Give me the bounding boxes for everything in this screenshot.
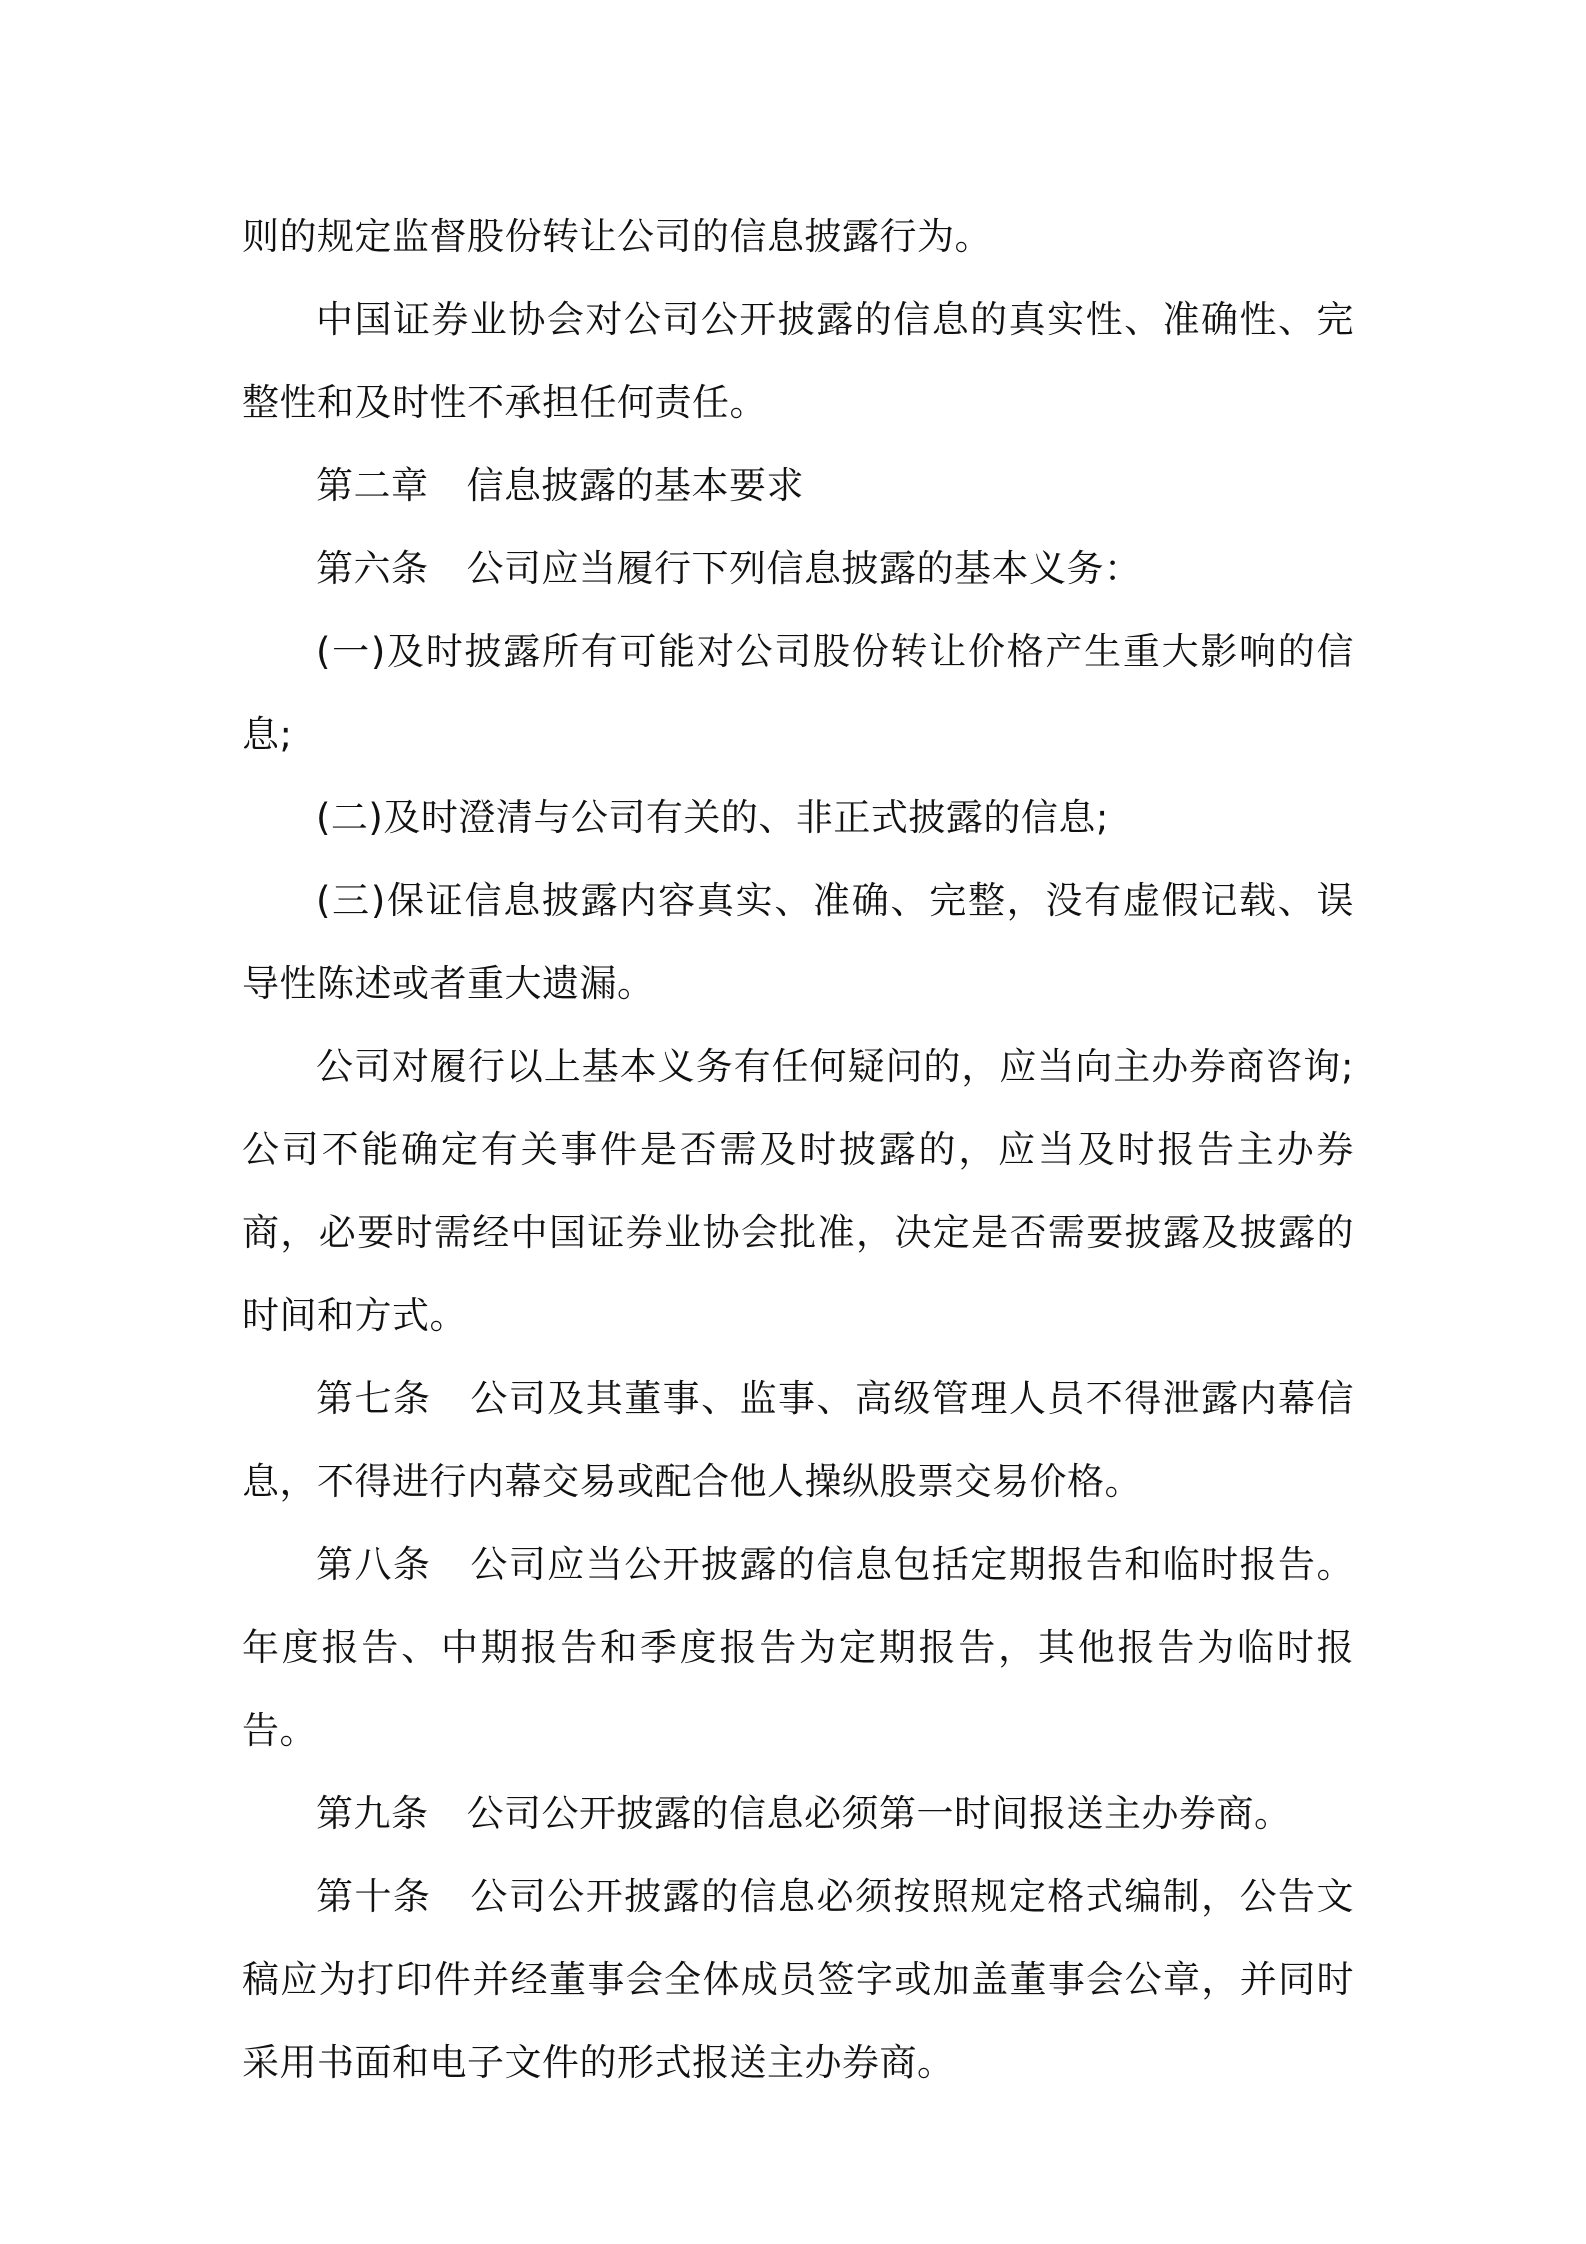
paragraph-text: 则的规定监督股份转让公司的信息披露行为。 bbox=[242, 215, 992, 258]
paragraph-text: 中国证券业协会对公司公开披露的信息的真实性、准确性、完整性和及时性不承担任何责任。 bbox=[242, 298, 1354, 424]
article-10 bbox=[242, 1855, 1354, 2104]
article-label: 第七条 bbox=[316, 1377, 432, 1420]
article-label: 第九条 bbox=[316, 1792, 429, 1835]
list-item-3 bbox=[242, 859, 1354, 1025]
list-item-1 bbox=[242, 610, 1354, 776]
article-label: 第十条 bbox=[316, 1875, 432, 1918]
article-label: 第六条 bbox=[316, 547, 429, 590]
chapter-label: 第二章 bbox=[316, 464, 429, 507]
article-7 bbox=[242, 1357, 1354, 1523]
list-item-2 bbox=[242, 776, 1354, 859]
article-6 bbox=[242, 527, 1354, 610]
article-text: 公司应当履行下列信息披露的基本义务： bbox=[466, 547, 1142, 590]
article-text: 公司公开披露的信息必须按照规定格式编制，公告文稿应为打印件并经董事会全体成员签字或加盖董事会公章，并同时采用书面和电子文件的形式报送主办券商。 bbox=[242, 1875, 1355, 2084]
list-item-text: (三)保证信息披露内容真实、准确、完整，没有虚假记载、误导性陈述或者重大遗漏。 bbox=[242, 879, 1354, 1005]
paragraph-continuation bbox=[242, 195, 1354, 278]
list-item-text: (二)及时澄清与公司有关的、非正式披露的信息; bbox=[316, 796, 1109, 839]
article-text: 公司及其董事、监事、高级管理人员不得泄露内幕信息，不得进行内幕交易或配合他人操纵股票交易价格。 bbox=[242, 1377, 1355, 1503]
paragraph-consultation bbox=[242, 1025, 1354, 1357]
article-text: 公司应当公开披露的信息包括定期报告和临时报告。年度报告、中期报告和季度报告为定期报告，其他报告为临时报告。 bbox=[242, 1543, 1355, 1752]
article-label: 第八条 bbox=[316, 1543, 432, 1586]
document-body bbox=[242, 195, 1354, 2104]
article-8 bbox=[242, 1523, 1354, 1772]
chapter-title: 信息披露的基本要求 bbox=[466, 464, 804, 507]
list-item-text: (一)及时披露所有可能对公司股份转让价格产生重大影响的信息; bbox=[242, 630, 1354, 756]
paragraph-disclaimer bbox=[242, 278, 1354, 444]
article-text: 公司公开披露的信息必须第一时间报送主办券商。 bbox=[466, 1792, 1292, 1835]
chapter-heading bbox=[242, 444, 1354, 527]
article-9 bbox=[242, 1772, 1354, 1855]
paragraph-text: 公司对履行以上基本义务有任何疑问的，应当向主办券商咨询;公司不能确定有关事件是否需及时披露的，应当及时报告主办券商，必要时需经中国证券业协会批准，决定是否需要披露及披露的时间和方式。 bbox=[242, 1045, 1354, 1337]
